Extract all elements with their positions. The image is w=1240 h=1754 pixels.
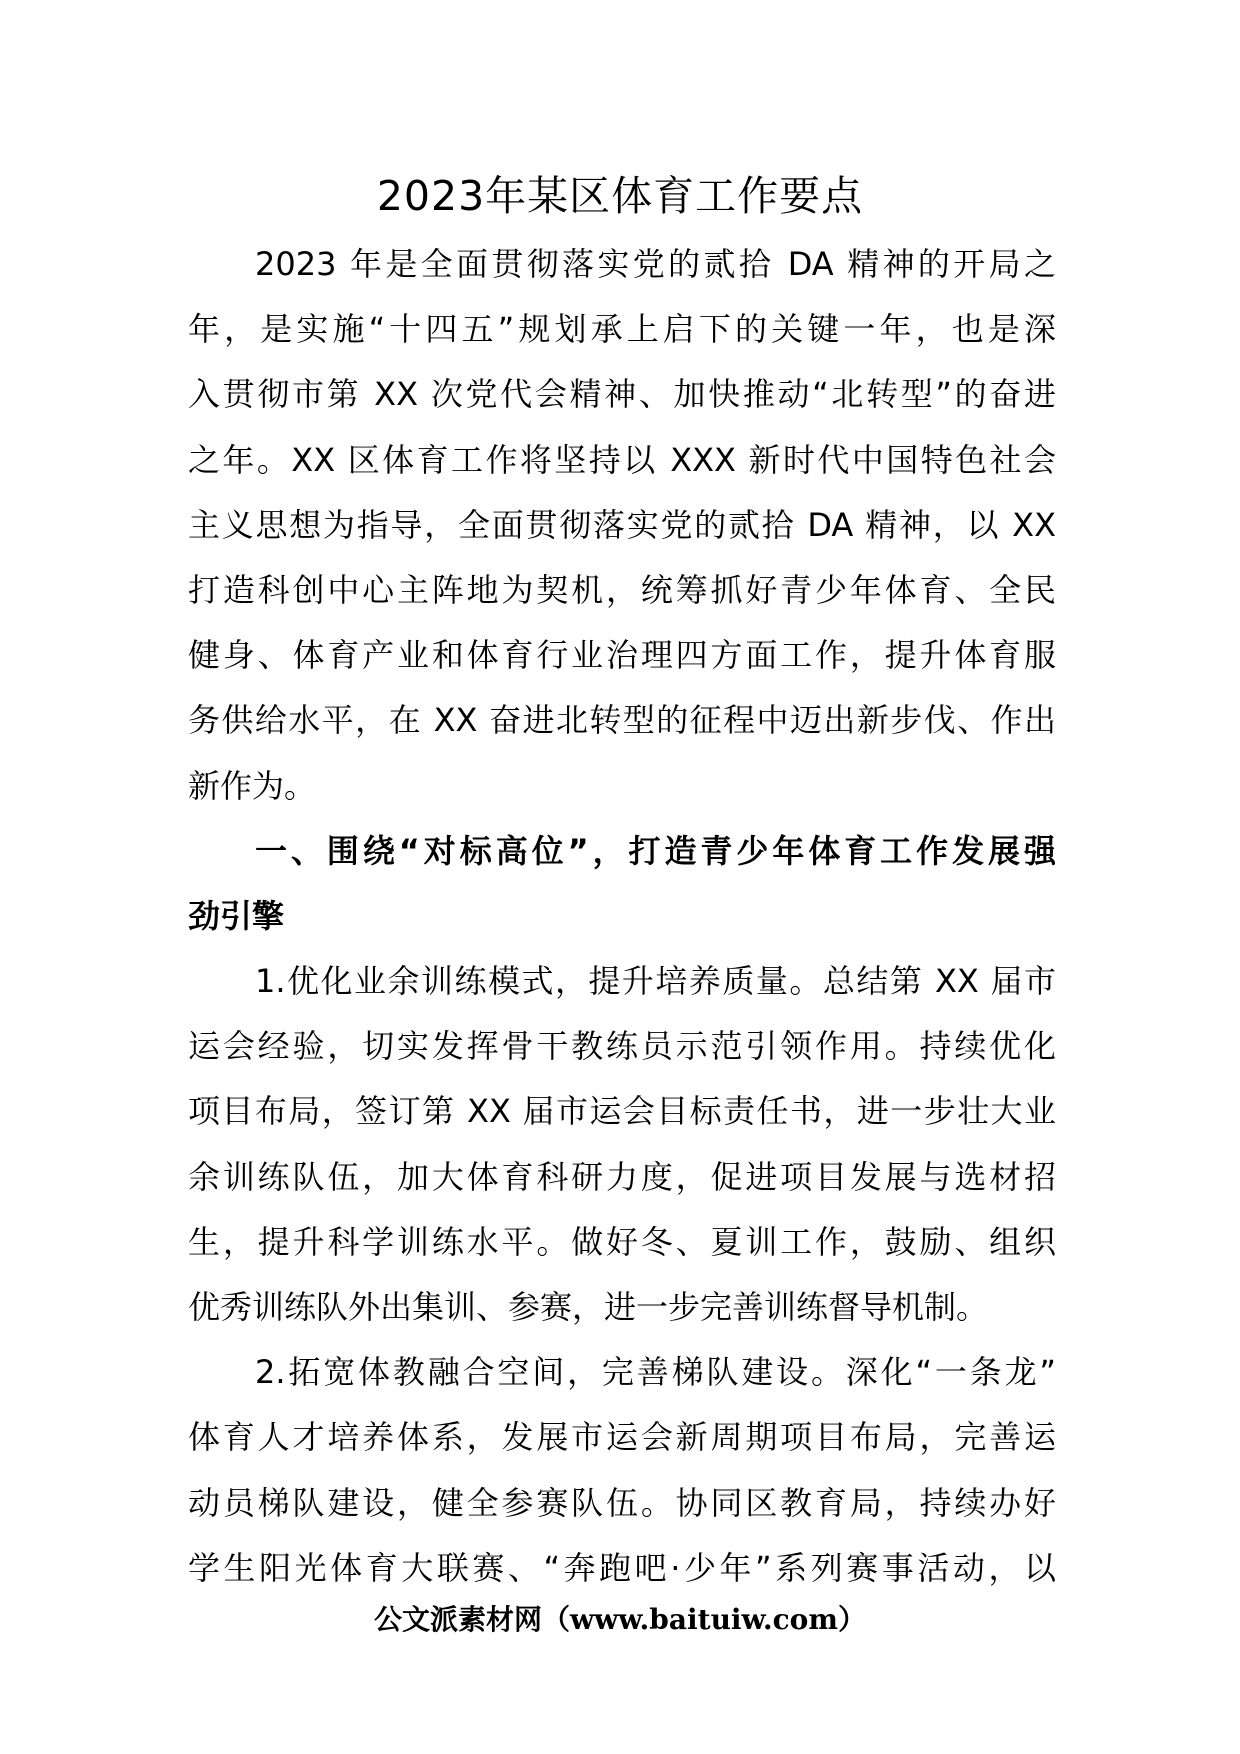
body-line: 2.拓宽体教融合空间，完善梯队建设。深化“一条龙”	[255, 1353, 1056, 1392]
body-line: 年，是实施“十四五”规划承上启下的关键一年，也是深	[188, 310, 1056, 349]
body-line: 一、围绕“对标高位”，打造青少年体育工作发展强	[255, 831, 1056, 870]
document-body	[188, 232, 1056, 1601]
body-line: 生，提升科学训练水平。做好冬、夏训工作，鼓励、组织	[188, 1222, 1056, 1261]
body-line: 打造科创中心主阵地为契机，统筹抓好青少年体育、全民	[188, 570, 1056, 609]
body-line: 之年。XX 区体育工作将坚持以 XXX 新时代中国特色社会	[188, 440, 1056, 479]
body-line: 学生阳光体育大联赛、“奔跑吧·少年”系列赛事活动，以	[188, 1548, 1056, 1587]
document-title: 2023年某区体育工作要点	[376, 172, 864, 220]
body-line: 务供给水平，在 XX 奋进北转型的征程中迈出新步伐、作出	[188, 701, 1056, 740]
body-line: 劲引擎	[188, 896, 285, 935]
body-line: 健身、体育产业和体育行业治理四方面工作，提升体育服	[188, 636, 1056, 675]
body-line: 入贯彻市第 XX 次党代会精神、加快推动“北转型”的奋进	[188, 375, 1056, 414]
body-line: 2023 年是全面贯彻落实党的贰拾 DA 精神的开局之	[255, 245, 1056, 283]
body-line: 新作为。	[188, 766, 317, 805]
footer-watermark: 公文派素材网（www.baituiw.com）	[374, 1603, 866, 1636]
body-line: 动员梯队建设，健全参赛队伍。协同区教育局，持续办好	[188, 1483, 1056, 1522]
body-line: 1.优化业余训练模式，提升培养质量。总结第 XX 届市	[255, 962, 1056, 1001]
body-line: 项目布局，签订第 XX 届市运会目标责任书，进一步壮大业	[188, 1092, 1056, 1131]
body-line: 余训练队伍，加大体育科研力度，促进项目发展与选材招	[188, 1157, 1056, 1196]
body-line: 体育人才培养体系，发展市运会新周期项目布局，完善运	[188, 1418, 1056, 1457]
body-line: 优秀训练队外出集训、参赛，进一步完善训练督导机制。	[188, 1288, 989, 1326]
body-line: 运会经验，切实发挥骨干教练员示范引领作用。持续优化	[188, 1027, 1056, 1066]
body-line: 主义思想为指导，全面贯彻落实党的贰拾 DA 精神，以 XX	[188, 505, 1056, 544]
